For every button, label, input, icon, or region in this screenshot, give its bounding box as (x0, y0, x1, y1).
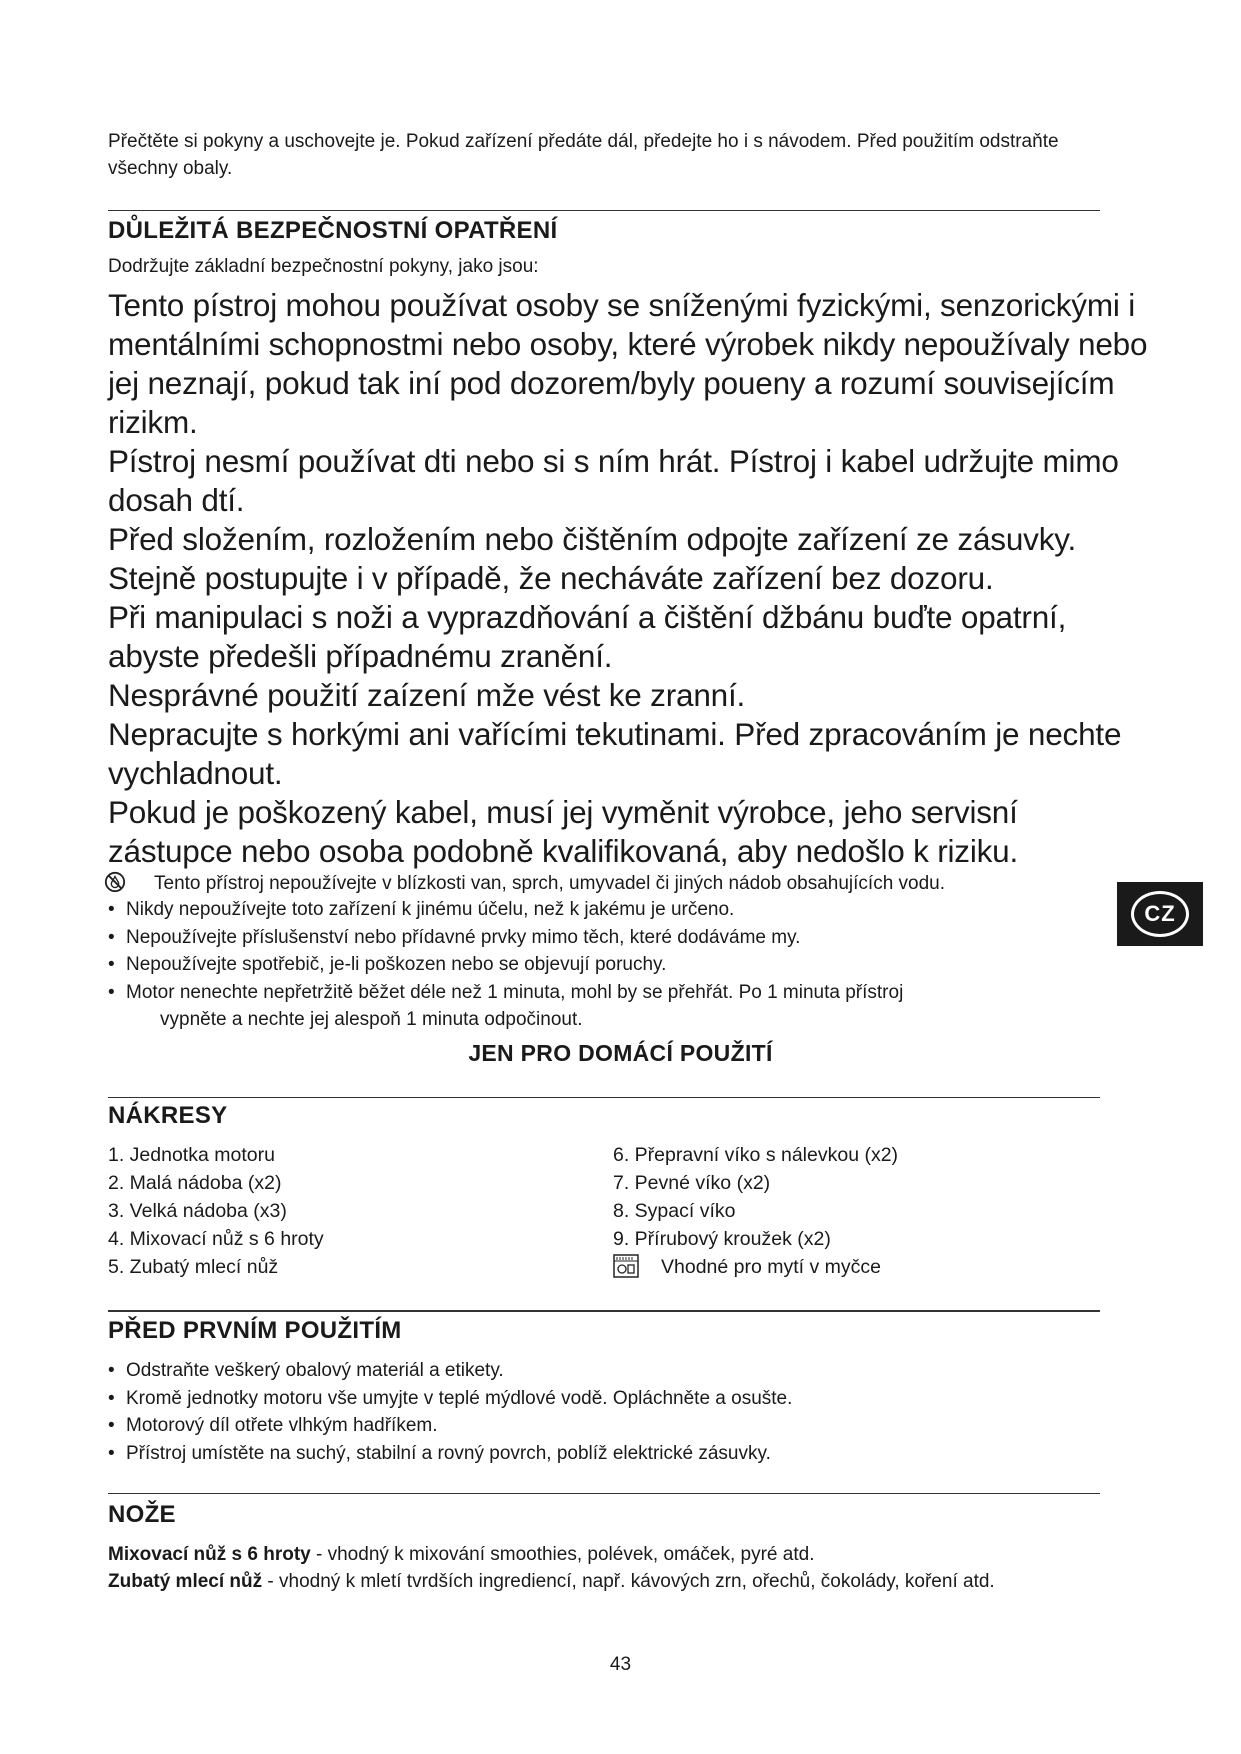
drawings-list-left (108, 1141, 628, 1281)
list-item: • Kromě jednotky motoru vše umyjte v teplé mýdlové vodě. Opláchněte a osušte. (108, 1385, 1108, 1413)
divider (108, 210, 1100, 211)
dishwasher-icon (613, 1254, 639, 1278)
section-heading: DŮLEŽITÁ BEZPEČNOSTNÍ OPATŘENÍ (108, 217, 558, 244)
list-item: • Motor nenechte nepřetržitě běžet déle než 1 minuta, mohl by se přehřát. Po 1 minuta přístroj vypněte a nechte jej alespoň 1 minuta odpočinout. (108, 979, 1108, 1034)
warning-paragraph: Pístroj nesmí používat dti nebo si s ním hrát. Pístroj i kabel udržujte mimo dosah dtí. (108, 443, 1119, 518)
warning-paragraph: Nepracujte s horkými ani vařícími tekutinami. Před zpracováním je nechte vychladnout. (108, 716, 1122, 791)
blades-list (108, 1541, 1138, 1595)
list-item: 4. Mixovací nůž s 6 hroty (108, 1228, 324, 1250)
household-only-note: JEN PRO DOMÁCÍ POUŽITÍ (468, 1040, 773, 1066)
list-item: 1. Jednotka motoru (108, 1144, 275, 1166)
drawings-list-right (613, 1141, 1133, 1281)
list-item: • Odstraňte veškerý obalový materiál a etikety. (108, 1357, 1108, 1385)
divider (108, 1310, 1100, 1312)
list-item: 7. Pevné víko (x2) (613, 1172, 771, 1194)
before-first-use-heading: PŘED PRVNÍM POUŽITÍM (108, 1317, 402, 1344)
divider (108, 1097, 1100, 1098)
drawings-heading: NÁKRESY (108, 1102, 228, 1129)
list-item: • Nepoužívejte příslušenství nebo přídavné prvky mimo těch, které dodáváme my. (108, 924, 1108, 952)
list-item: 2. Malá nádoba (x2) (108, 1172, 282, 1194)
language-badge: CZ (1117, 882, 1203, 946)
list-item: 5. Zubatý mlecí nůž (108, 1256, 279, 1278)
warning-paragraph: Při manipulaci s noži a vyprazdňování a čištění džbánu buďte opatrní, abyste předešli případnému zranění. (108, 599, 1067, 674)
water-warning: Tento přístroj nepoužívejte v blízkosti van, sprch, umyvadel či jiných nádob obsahujících vodu. (108, 870, 1108, 897)
list-item: 6. Přepravní víko s nálevkou (x2) (613, 1144, 899, 1166)
safety-bullets (108, 896, 1108, 1034)
list-item: • Přístroj umístěte na suchý, stabilní a rovný povrch, poblíž elektrické zásuvky. (108, 1440, 1108, 1468)
warning-paragraph: Tento pístroj mohou používat osoby se sníženými fyzickými, senzorickými i mentálními schopnostmi nebo osoby, které výrobek nikdy nepoužívaly nebo jej neznají, pokud tak iní pod dozorem/byly poueny a rozumí souvisejícím rizikm. (108, 287, 1148, 440)
warning-paragraph: Nesprávné použití zaízení mže vést ke zranní. (108, 677, 746, 713)
safety-section (108, 216, 1148, 871)
before-first-use-list (108, 1357, 1108, 1467)
intro-text: Přečtěte si pokyny a uschovejte je. Pokud zařízení předáte dál, předejte ho i s návodem. Před použitím odstraňte všechny obaly. (108, 131, 1059, 179)
list-item: • Nepoužívejte spotřebič, je-li poškozen nebo se objevují poruchy. (108, 951, 1108, 979)
blade-item: Mixovací nůž s 6 hroty - vhodný k mixování smoothies, polévek, omáček, pyré atd. (108, 1544, 815, 1565)
list-item: 9. Přírubový kroužek (x2) (613, 1228, 831, 1250)
section-subheading: Dodržujte základní bezpečnostní pokyny, jako jsou: (108, 256, 539, 277)
list-item: • Nikdy nepoužívejte toto zařízení k jinému účelu, než k jakému je určeno. (108, 896, 1108, 924)
warning-paragraph: Pokud je poškozený kabel, musí jej vyměnit výrobce, jeho servisní zástupce nebo osoba podobně kvalifikovaná, aby nedošlo k riziku. (108, 794, 1019, 869)
list-item: 8. Sypací víko (613, 1200, 736, 1222)
large-warnings (108, 286, 1148, 871)
warning-paragraph: Před složením, rozložením nebo čištěním odpojte zařízení ze zásuvky. Stejně postupujte i v případě, že necháváte zařízení bez dozoru. (108, 521, 1077, 596)
dishwasher-note: Vhodné pro mytí v myčce (613, 1253, 1133, 1281)
blades-heading: NOŽE (108, 1501, 176, 1528)
list-item: 3. Velká nádoba (x3) (108, 1200, 287, 1222)
no-water-icon (104, 871, 126, 893)
divider (108, 1493, 1100, 1494)
page-number: 43 (609, 1654, 632, 1675)
blade-item: Zubatý mlecí nůž - vhodný k mletí tvrdších ingrediencí, např. kávových zrn, ořechů, čokolády, koření atd. (108, 1571, 995, 1592)
list-item: • Motorový díl otřete vlhkým hadříkem. (108, 1412, 1108, 1440)
